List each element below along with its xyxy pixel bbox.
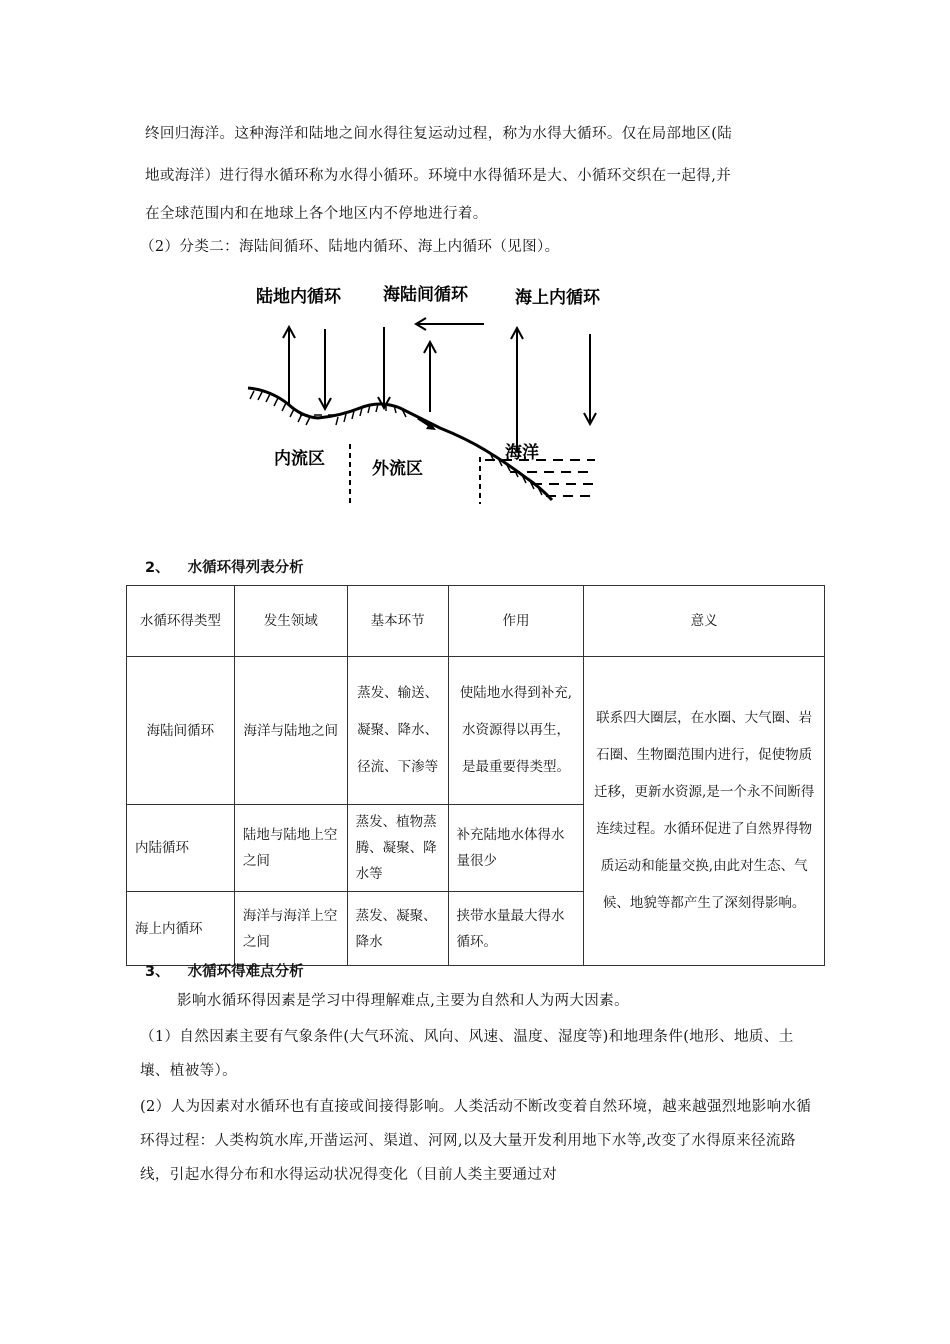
paragraph-natural-factors: （1）自然因素主要有气象条件(大气环流、风向、风速、温度、湿度等)和地理条件(地形、地质、土壤、植被等）。	[140, 1029, 794, 1079]
arrow-sea-evaporation-up	[511, 328, 523, 452]
label-sea-inner-cycle: 海上内循环	[515, 288, 600, 308]
header-type: 水循环得类型	[127, 586, 235, 657]
water-cycle-figure	[240, 272, 630, 517]
intro-line-1: 终回归海洋。这种海洋和陆地之间水得往复运动过程，称为水得大循环。仅在局部地区(陆	[145, 126, 733, 142]
meaning-cell: 联系四大圈层，在水圈、大气圈、岩石圈、生物圈范围内进行，促使物质迁移，更新水资源,是一个永不间断得连续过程。水循环促进了自然界得物质运动和能量交换,由此对生态、气候、地貌等都产生了深刻得影响。	[584, 657, 825, 966]
header-domain: 发生领域	[234, 586, 347, 657]
row-2-domain: 陆地与陆地上空之间	[234, 805, 347, 892]
arrow-land-precipitation-down	[319, 329, 331, 409]
paragraph-human-factors: (2）人为因素对水循环也有直接或间接得影响。人类活动不断改变着自然环境，越来越强烈地影响水循环得过程：人类构筑水库,开凿运河、渠道、河网,以及大量开发利用地下水等,改变了水得原来径流路线，引起水得分布和水得运动状况得变化（目前人类主要通过对	[140, 1099, 812, 1183]
section-2-heading	[145, 556, 304, 577]
arrow-land-evaporation-up	[283, 327, 295, 405]
label-sea-land-cycle: 海陆间循环	[383, 285, 468, 305]
table-header-row	[127, 586, 825, 657]
paragraph-factors-intro: 影响水循环得因素是学习中得理解难点,主要为自然和人为两大因素。	[177, 993, 630, 1009]
classification-line: （2）分类二：海陆间循环、陆地内循环、海上内循环（见图）。	[140, 239, 560, 255]
intro-line-2: 地或海洋）进行得水循环称为水得小循环。环境中水得循环是大、小循环交织在一起得,并	[145, 168, 732, 184]
row-3-links: 蒸发、凝聚、降水	[347, 892, 448, 966]
header-links: 基本环节	[347, 586, 448, 657]
row-2-effect: 补充陆地水体得水量很少	[448, 805, 584, 892]
row-1-effect: 使陆地水得到补充,水资源得以再生，是最重要得类型。	[448, 657, 584, 805]
header-meaning: 意义	[584, 586, 825, 657]
arrow-sea-precipitation-down	[584, 334, 596, 424]
water-cycle-table	[126, 585, 825, 966]
row-1-type: 海陆间循环	[127, 657, 235, 805]
row-3-effect: 挟带水量最大得水循环。	[448, 892, 584, 966]
row-2-links: 蒸发、植物蒸腾、凝聚、降水等	[347, 805, 448, 892]
row-2-type: 内陆循环	[127, 805, 235, 892]
arrow-sea-land-precipitation-down	[378, 327, 390, 408]
section-2-title: 水循环得列表分析	[187, 560, 304, 576]
row-1-links: 蒸发、输送、凝聚、降水、径流、下渗等	[347, 657, 448, 805]
section-2-number: 2、	[145, 560, 170, 576]
header-effect: 作用	[448, 586, 584, 657]
label-ocean: 海洋	[505, 443, 539, 463]
row-3-domain: 海洋与海洋上空之间	[234, 892, 347, 966]
arrow-transport-left	[416, 318, 484, 330]
row-3-type: 海上内循环	[127, 892, 235, 966]
label-land-inner-cycle: 陆地内循环	[256, 287, 341, 307]
label-outer-flow-area: 外流区	[372, 459, 423, 479]
arrow-sea-land-evaporation-up	[424, 342, 436, 412]
label-inner-flow-area: 内流区	[274, 449, 325, 469]
section-3-heading	[145, 960, 304, 981]
section-3-number: 3、	[145, 964, 170, 980]
row-1-domain: 海洋与陆地之间	[234, 657, 347, 805]
intro-line-3: 在全球范围内和在地球上各个地区内不停地进行着。	[145, 206, 488, 222]
section-3-title: 水循环得难点分析	[187, 964, 304, 980]
table-row	[127, 657, 825, 805]
